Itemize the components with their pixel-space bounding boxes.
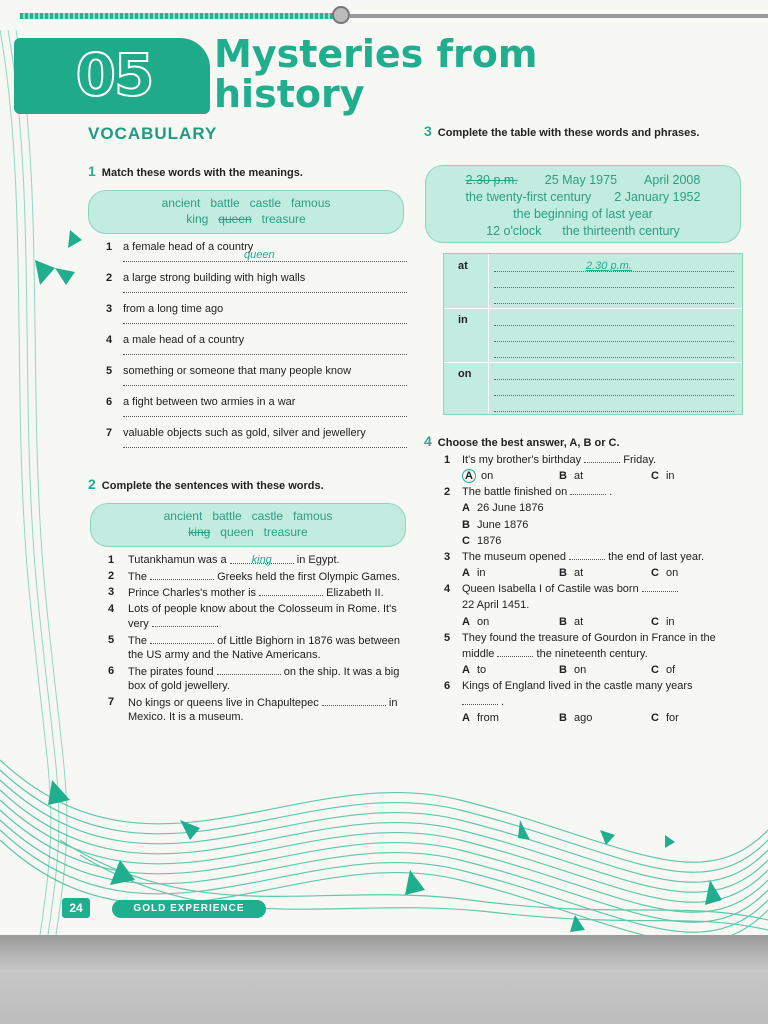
phrase: 25 May 1975 [544,173,618,187]
list-item: 4 a male head of a country [106,334,406,365]
phrase: April 2008 [644,173,701,187]
exercise-3-title [424,124,724,141]
unit-title-line1: Mysteries from [214,32,538,76]
page-top-bar [0,10,768,22]
word-used: queen [218,212,252,226]
list-item: 7 No kings or queens live in Chapultepec in Mexico. It is a museum. [108,695,398,723]
phrase: the twenty-first century [465,190,592,204]
list-item: 6 a fight between two armies in a war [106,396,406,427]
table-row [444,362,742,414]
unit-title [214,34,538,114]
exercise-3-instruction: Complete the table with these words and phrases. [437,127,700,139]
option-b[interactable]: B at [559,615,584,628]
table-row [444,254,742,309]
book-title: GOLD EXPERIENCE [112,900,266,918]
answer-field[interactable] [494,411,734,412]
exercise-1-instruction: Match these words with the meanings. [101,167,303,179]
question: 6 Kings of England lived in the castle many years . [444,680,693,709]
unit-number-badge [14,38,210,114]
answer-field[interactable]: 2.30 p.m. [586,260,632,272]
binding-ring-icon [332,6,350,24]
word: ancient [163,509,203,523]
section-heading: VOCABULARY [88,124,218,143]
list-item: 2 The Greeks held the first Olympic Games. [108,569,400,583]
exercise-4-questions [444,452,744,726]
answer-field[interactable] [494,395,734,396]
question: 2 The battle finished on . [444,486,613,499]
phrase: the thirteenth century [562,224,680,238]
exercise-4-instruction: Choose the best answer, A, B or C. [437,437,620,449]
answer-field[interactable] [123,447,407,448]
exercise-2-instruction: Complete the sentences with these words. [101,480,324,492]
word: queen [220,525,254,539]
answer-field [569,549,605,560]
row-label: at [458,260,468,272]
exercise-1-number: 1 [88,163,96,179]
option-b[interactable]: B on [559,664,587,677]
answer-field[interactable] [123,416,407,417]
option-c[interactable]: C for [651,712,679,725]
answer-option[interactable]: C 1876 [462,534,502,547]
question: 1 It's my brother's birthday Friday. [444,454,657,466]
word: famous [293,509,333,523]
word: battle [212,509,242,523]
list-item: 1 a female head of a country queen [106,241,406,272]
item-text: from a long time ago [123,303,224,315]
option-a[interactable]: A on [462,615,490,628]
row-label: on [458,368,472,380]
answer-field[interactable] [494,325,734,326]
scanner-background [0,935,768,1024]
exercise-2-number: 2 [88,476,96,492]
item-text: something or someone that many people know [123,365,352,377]
exercise-1-word-box [88,190,404,234]
answer-field[interactable] [123,354,407,355]
item-text: valuable objects such as gold, silver and jewellery [123,427,366,439]
answer-field[interactable] [494,341,734,342]
answer-field[interactable] [123,385,407,386]
answer-field [462,694,498,705]
exercise-4-number: 4 [424,433,432,449]
option-a[interactable]: A from [462,712,499,725]
item-text: a female head of a country [123,241,254,253]
answer-field[interactable] [150,569,214,580]
exercise-2-word-box [90,503,406,547]
word: castle [251,509,284,523]
answer-field[interactable] [494,379,734,380]
answer-field[interactable] [322,695,386,706]
list-item: 3 Prince Charles's mother is Elizabeth II. [108,586,384,599]
word: ancient [161,196,201,210]
answer-options [444,614,744,630]
answer-field[interactable] [494,357,734,358]
word: famous [291,196,331,210]
exercise-3-phrase-box [425,165,741,243]
phrase-used: 2.30 p.m. [465,173,518,187]
option-c[interactable]: C in [651,615,675,628]
list-item: 3 from a long time ago [106,303,406,334]
answer-field[interactable] [152,616,216,627]
answer-field[interactable] [123,292,407,293]
unit-title-line2: history [214,72,365,116]
option-b[interactable]: B at [559,470,584,483]
list-item: 5 something or someone that many people know [106,365,406,396]
list-item: 6 The pirates found on the ship. It was a big box of gold jewellery. [108,664,400,692]
option-c[interactable]: C in [651,470,675,483]
list-item: 5 The of Little Bighorn in 1876 was between the US army and the Native Americans. [108,633,400,661]
exercise-2-title [88,476,324,492]
table-row [444,308,742,363]
answer-field [570,484,606,495]
phrase: the beginning of last year [513,207,653,221]
answer-options [444,468,744,484]
answer-option[interactable]: B June 1876 [462,518,529,531]
phrase: 12 o'clock [486,224,542,238]
answer-options [444,565,744,581]
unit-number: 05 [75,41,153,109]
option-b[interactable]: B at [559,567,584,580]
list-item: 4 Lots of people know about the Colosseum in Rome. It's very . [108,602,397,630]
word-used: king [188,525,211,539]
answer-options [444,710,744,726]
row-label: in [458,314,468,326]
answer-field[interactable] [150,633,214,644]
option-a[interactable]: A on [462,468,493,484]
exercise-1-title [88,163,303,179]
selected-answer-circle: A [462,469,476,483]
word: treasure [263,525,308,539]
answer-options [444,662,744,678]
exercise-2-sentences [108,553,404,726]
answer-option[interactable]: A 26 June 1876 [462,502,544,515]
answer-field [497,646,533,657]
answer-field[interactable] [123,323,407,324]
item-text: a large strong building with high walls [123,272,306,284]
option-a[interactable]: A to [462,664,487,677]
exercise-1-items [106,241,406,458]
question: 4 Queen Isabella I of Castile was born 22 April 1451. [444,581,744,613]
answer-field[interactable] [217,664,281,675]
answer-field[interactable]: king [230,553,294,564]
option-b[interactable]: B ago [559,712,593,725]
exercise-3-table [443,253,743,415]
item-text: a male head of a country [123,334,245,346]
question: 5 They found the treasure of Gourdon in France in the middle the nineteenth century. [444,631,716,660]
word: castle [249,196,282,210]
word: treasure [261,212,306,226]
answer-field[interactable] [259,585,323,596]
list-item: 2 a large strong building with high walls [106,272,406,303]
option-c[interactable]: C of [651,664,676,677]
answer-field[interactable]: queen [244,249,275,261]
page-number: 24 [62,898,90,918]
question: 3 The museum opened the end of last year. [444,551,705,564]
option-a[interactable]: A in [462,567,486,580]
word: battle [210,196,240,210]
answer-field [642,581,678,592]
exercise-3-number: 3 [424,123,432,139]
option-c[interactable]: C on [651,567,679,580]
exercise-4-title [424,433,620,449]
list-item: 7 valuable objects such as gold, silver and jewellery [106,427,406,458]
word: king [186,212,209,226]
phrase: 2 January 1952 [614,190,701,204]
list-item: 1 Tutankhamun was a king in Egypt. [108,554,340,566]
item-text: a fight between two armies in a war [123,396,296,408]
answer-field [584,452,620,463]
